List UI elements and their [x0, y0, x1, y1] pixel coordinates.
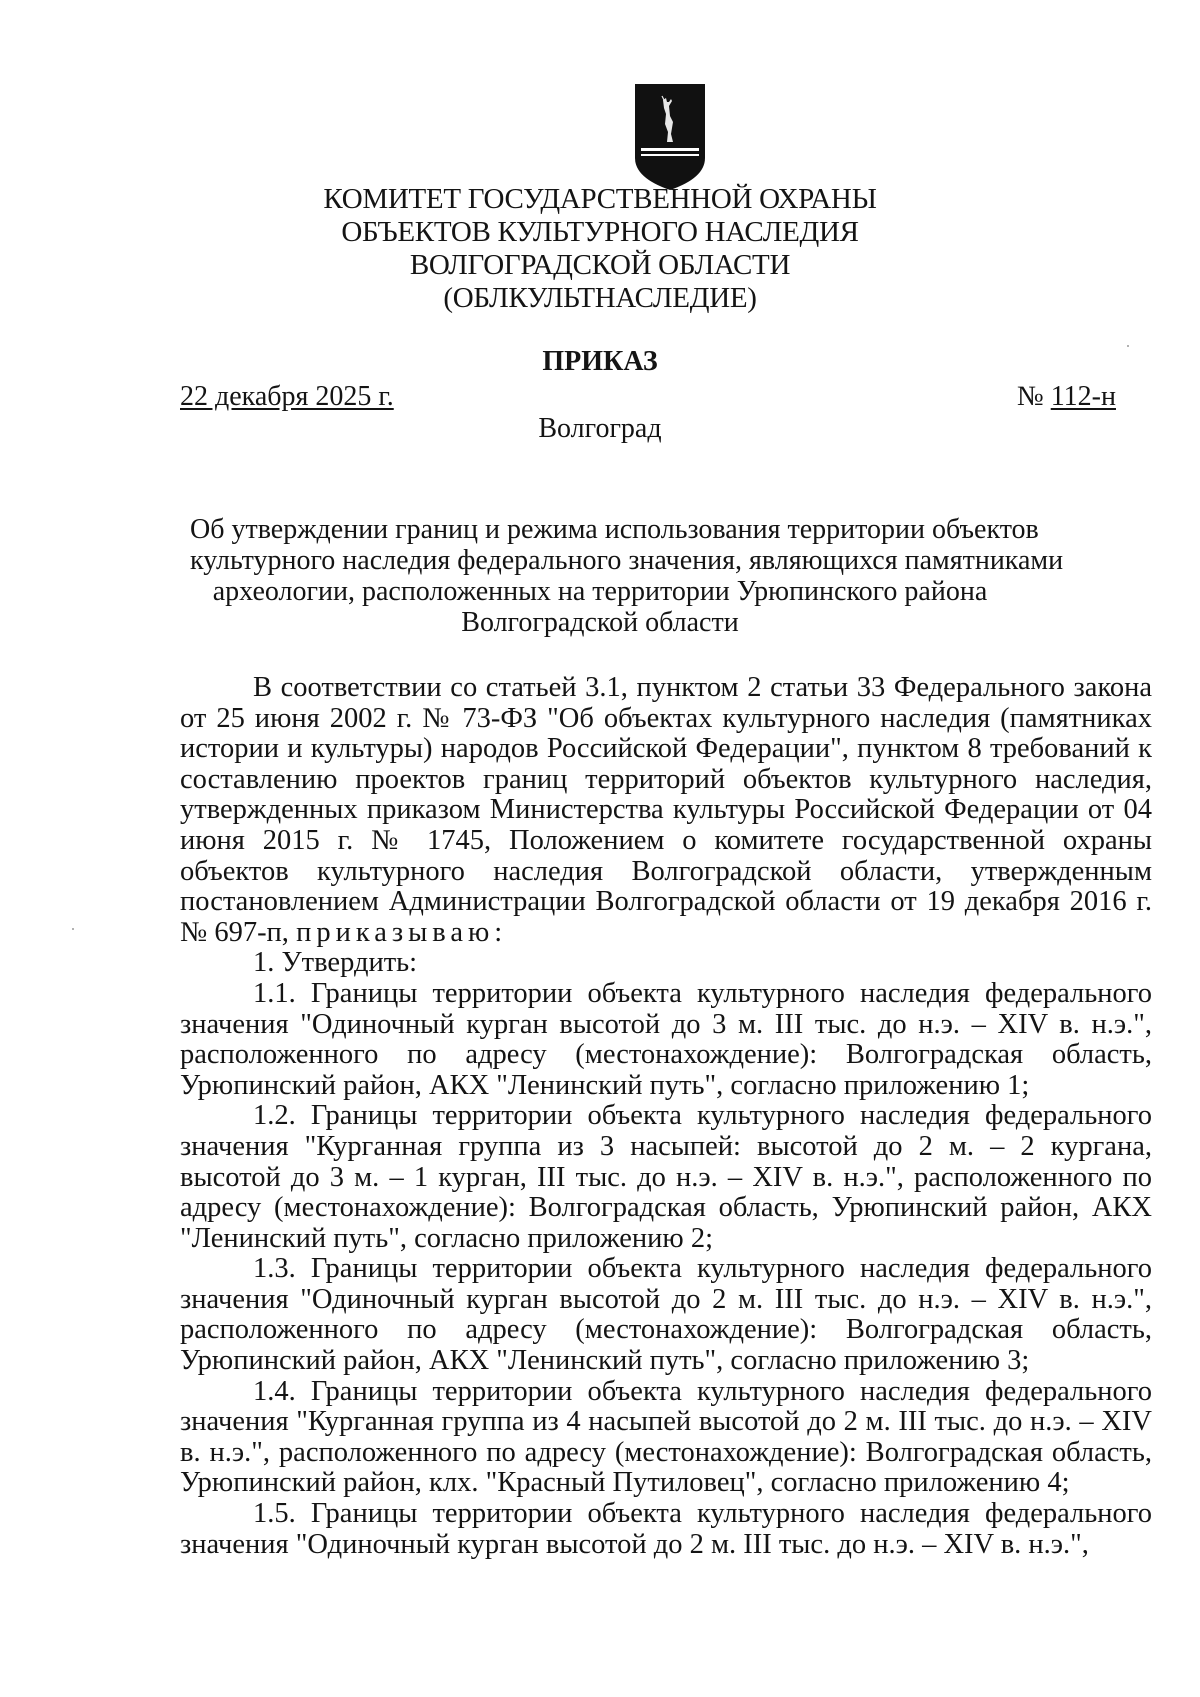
document-city: Волгоград — [538, 413, 662, 444]
document-body — [180, 673, 1152, 1560]
sub-item-1-5: 1.5. Границы территории объекта культурного наследия федерального значения "Одиночный курган высотой до 2 м. III тыс. до н.э. – XIV в. н.э.", — [180, 1498, 1152, 1560]
sub-item-1-1: 1.1. Границы территории объекта культурного наследия федерального значения "Одиночный курган высотой до 3 м. III тыс. до н.э. – XIV в. н.э.", расположенного по адресу (местонахождение): Волгоградская область, Урюпинский район, АКХ "Ленинский путь", согласно приложению 1; — [180, 977, 1152, 1101]
org-line-4: (ОБЛКУЛЬТНАСЛЕДИЕ) — [443, 282, 757, 314]
org-line-1: КОМИТЕТ ГОСУДАРСТВЕННОЙ ОХРАНЫ — [323, 183, 877, 215]
document-number — [1017, 381, 1116, 413]
sub-item-1-3: 1.3. Границы территории объекта культурного наследия федерального значения "Одиночный курган высотой до 2 м. III тыс. до н.э. – XIV в. н.э.", расположенного по адресу (местонахождение): Волгоградская область, Урюпинский район, АКХ "Ленинский путь", согласно приложению 3; — [180, 1253, 1152, 1377]
sub-item-1-4: 1.4. Границы территории объекта культурного наследия федерального значения "Курганная группа из 4 насыпей высотой до 2 м. III тыс. до н.э. – XIV в. н.э.", расположенного по адресу (местонахождение): Волгоградская область, Урюпинский район, клх. "Красный Путиловец", согласно приложению 4; — [180, 1375, 1152, 1499]
subject-line-1: Об утверждении границ и режима использования территории объектов — [190, 514, 1039, 545]
scan-speck — [72, 928, 74, 930]
organization-name — [300, 183, 900, 315]
scan-speck — [1127, 345, 1129, 347]
subject-line-3: археологии, расположенных на территории Урюпинского района — [212, 576, 988, 607]
number-value: 112-н — [1050, 381, 1116, 412]
document-type: ПРИКАЗ — [542, 346, 658, 377]
org-line-3: ВОЛГОГРАДСКОЙ ОБЛАСТИ — [409, 249, 791, 281]
sub-item-1-2: 1.2. Границы территории объекта культурного наследия федерального значения "Курганная группа из 3 насыпей: высотой до 2 м. – 2 кургана, высотой до 3 м. – 1 курган, III тыс. до н.э. – XIV в. н.э.", расположенного по адресу (местонахождение): Волгоградская область, Урюпинский район, АКХ "Ленинский путь", согласно приложению 2; — [180, 1100, 1152, 1254]
document-subject — [190, 514, 1064, 638]
subject-line-4: Волгоградской области — [461, 607, 739, 638]
org-line-2: ОБЪЕКТОВ КУЛЬТУРНОГО НАСЛЕДИЯ — [341, 216, 859, 248]
preamble-paragraph — [180, 673, 1152, 948]
item-1: 1. Утвердить: — [253, 947, 418, 979]
document-date: 22 декабря 2025 г. — [180, 381, 394, 412]
subject-line-2: культурного наследия федерального значения, являющихся памятниками — [190, 545, 1064, 576]
number-sign: № — [1017, 381, 1044, 412]
preamble-text: В соответствии со статьей 3.1, пунктом 2 статьи 33 Федерального закона от 25 июня 2002 г. № 73-ФЗ "Об объектах культурного наследия (памятниках истории и культуры) народов Российской Федерации", пунктом 8 требований к составлению проектов границ территорий объектов культурного наследия, утвержденных приказом Министерства культуры Российской Федерации от 04 июня 2015 г. № 1745, Положением о комитете государственной охраны объектов культурного наследия Волгоградской области, утвержденным постановлением Администрации Волгоградской области от 19 декабря 2016 г. № 697-п, — [180, 672, 1152, 948]
order-word: приказываю: — [296, 916, 508, 948]
coat-of-arms-icon — [633, 82, 707, 192]
